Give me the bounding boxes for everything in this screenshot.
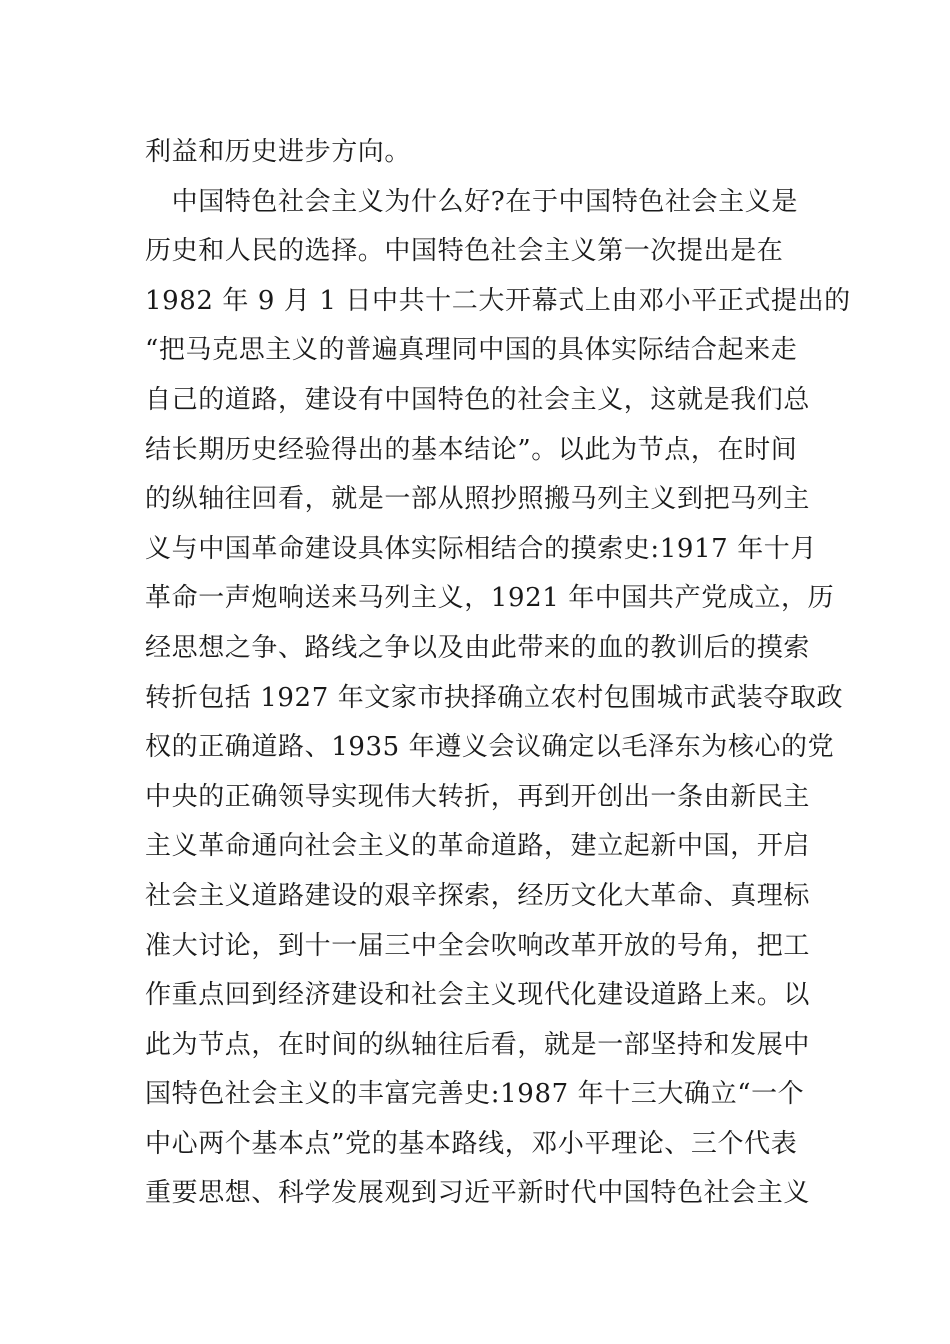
text-line: 作重点回到经济建设和社会主义现代化建设道路上来。以 [145,980,811,1011]
text-line: 中心两个基本点”党的基本路线，邓小平理论、三个代表 [145,1128,798,1159]
text-line: “把马克思主义的普遍真理同中国的具体实际结合起来走 [145,335,798,366]
text-line: 义与中国革命建设具体实际相结合的摸索史:1917 年十月 [145,533,817,564]
text-line: 社会主义道路建设的艰辛探索，经历文化大革命、真理标 [145,880,811,911]
text-line: 历史和人民的选择。中国特色社会主义第一次提出是在 [145,236,784,267]
text-line: 经思想之争、路线之争以及由此带来的血的教训后的摸索 [145,632,811,663]
text-line: 结长期历史经验得出的基本结论”。以此为节点，在时间 [145,434,798,465]
text-line: 自己的道路，建设有中国特色的社会主义，这就是我们总 [145,384,811,415]
text-line: 1982 年 9 月 1 日中共十二大开幕式上由邓小平正式提出的 [145,285,851,316]
text-line: 准大讨论，到十一届三中全会吹响改革开放的号角，把工 [145,930,811,961]
text-line: 重要思想、科学发展观到习近平新时代中国特色社会主义 [145,1178,811,1209]
text-line: 国特色社会主义的丰富完善史:1987 年十三大确立“一个 [145,1079,805,1110]
text-line: 转折包括 1927 年文家市抉择确立农村包围城市武装夺取政 [145,682,844,713]
text-line: 革命一声炮响送来马列主义，1921 年中国共产党成立，历 [145,583,835,614]
text-line: 的纵轴往回看，就是一部从照抄照搬马列主义到把马列主 [145,484,811,515]
text-line: 利益和历史进步方向。 [145,137,412,167]
text-line: 中央的正确领导实现伟大转折，再到开创出一条由新民主 [145,781,811,812]
body-text [145,128,851,1219]
text-line: 主义革命通向社会主义的革命道路，建立起新中国，开启 [145,831,811,862]
text-line: 权的正确道路、1935 年遵义会议确定以毛泽东为核心的党 [145,732,835,763]
text-line: 中国特色社会主义为什么好?在于中国特色社会主义是 [145,186,798,217]
text-line: 此为节点，在时间的纵轴往后看，就是一部坚持和发展中 [145,1029,811,1060]
